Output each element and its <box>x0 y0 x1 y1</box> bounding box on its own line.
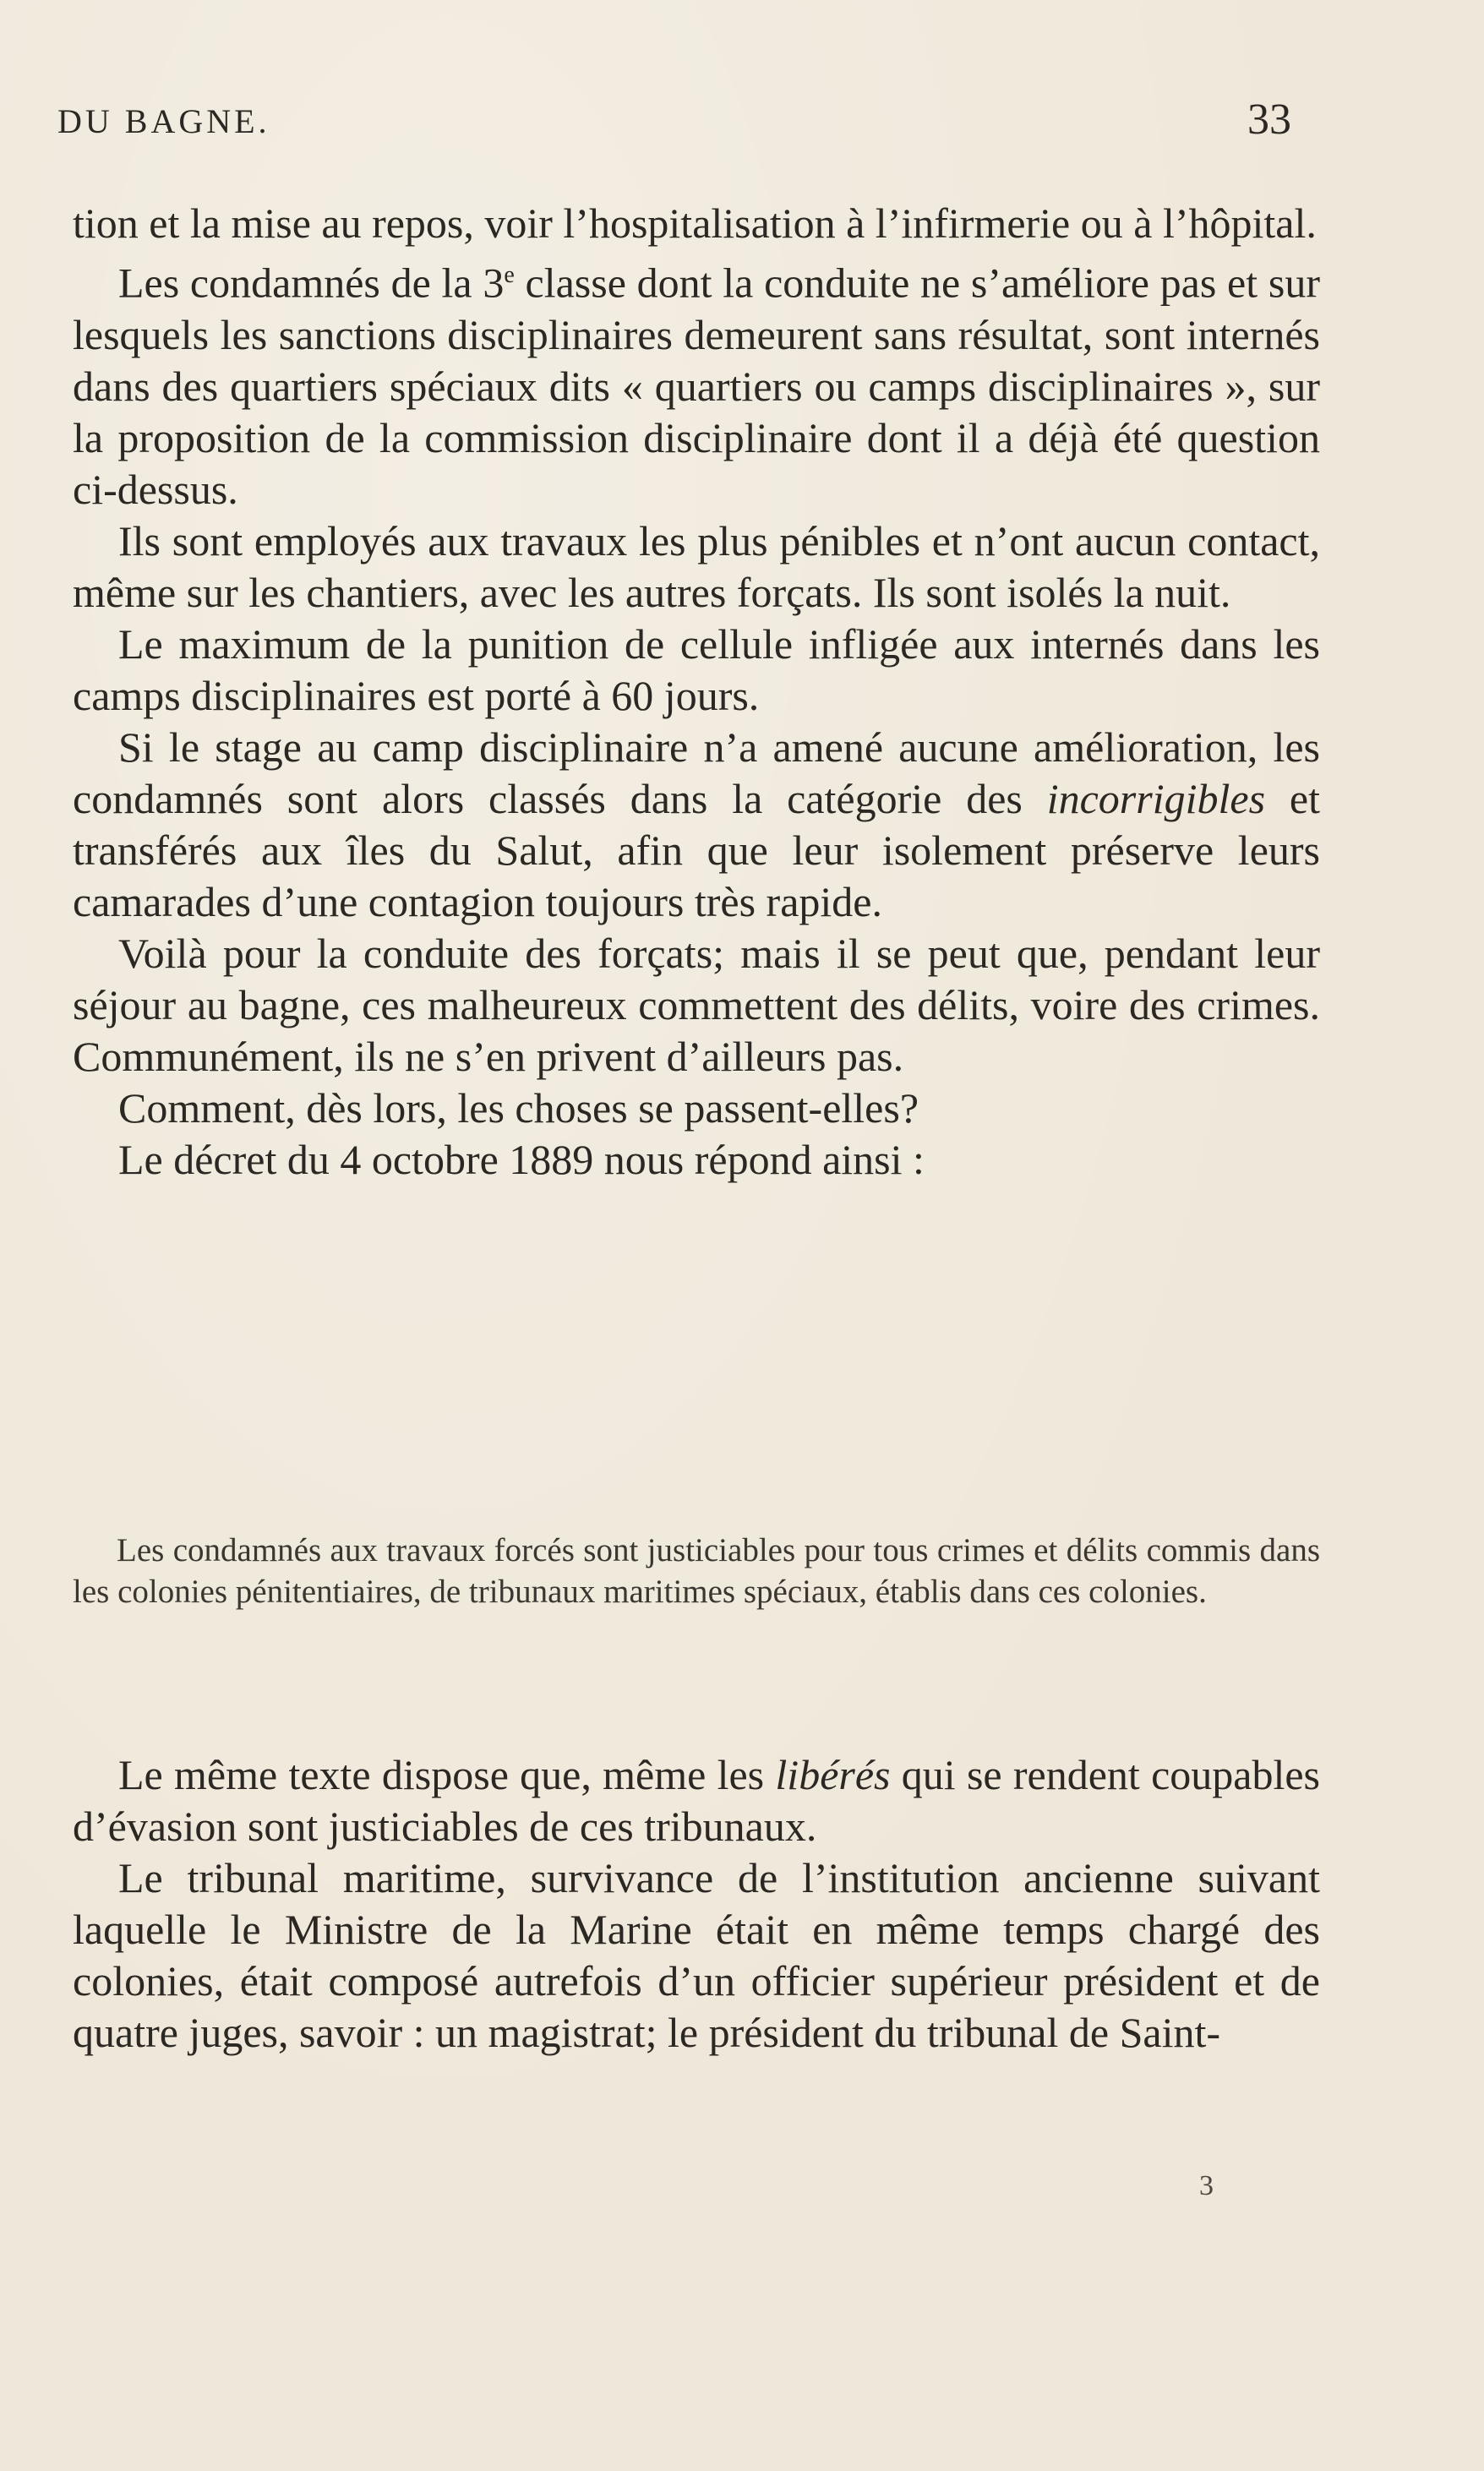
paragraph-3: Ils sont employés aux travaux les plus pénibles et n’ont aucun contact, même sur les chantiers, avec les autres forçats. Ils sont isolés la nuit. <box>73 516 1320 616</box>
paragraph-5: Si le stage au camp disciplinaire n’a amené aucune amélioration, les condamnés sont alors classés dans la catégorie des incorrigibles et transférés aux îles du Salut, afin que leur isolement préserve leurs camarades d’une contagion toujours très rapide. <box>73 723 1320 925</box>
paragraph-1: tion et la mise au repos, voir l’hospitalisation à l’infirmerie ou à l’hôpital. <box>73 199 1317 247</box>
paragraph-8: Le décret du 4 octobre 1889 nous répond ainsi : <box>118 1135 925 1183</box>
italic-liberes: libérés <box>775 1751 891 1798</box>
paragraph-4: Le maximum de la punition de cellule infligée aux internés dans les camps disciplinaires est porté à 60 jours. <box>73 619 1320 719</box>
paragraph-6: Voilà pour la conduite des forçats; mais il se peut que, pendant leur séjour au bagne, ces malheureux commettent des délits, voire des crimes. Communément, ils ne s’en privent d’ailleurs pas. <box>73 929 1320 1080</box>
ordinal-superscript: e <box>504 262 515 288</box>
italic-incorrigibles: incorrigibles <box>1046 774 1266 822</box>
page-number: 33 <box>1247 95 1291 144</box>
main-text-block-2 <box>73 1749 1320 2059</box>
running-head: DU BAGNE. <box>57 102 270 140</box>
paragraph-10: Le tribunal maritime, survivance de l’institution ancienne suivant laquelle le Ministre de la Marine était en même temps chargé des colonies, était composé autrefois d’un officier supérieur président et de quatre juges, savoir : un magistrat; le président du tribunal de Saint- <box>73 1854 1320 2056</box>
main-text-block <box>73 198 1320 1186</box>
paragraph-9: Le même texte dispose que, même les libérés qui se rendent coupables d’évasion sont justiciables de ces tribunaux. <box>73 1751 1320 1850</box>
paragraph-7: Comment, dès lors, les choses se passent-elles? <box>118 1083 919 1132</box>
quotation-text: Les condamnés aux travaux forcés sont justiciables pour tous crimes et délits commis dans les colonies pénitentiaires, de tribunaux maritimes spéciaux, établis dans ces colonies. <box>73 1532 1320 1610</box>
signature-mark: 3 <box>1199 2170 1214 2201</box>
decree-quotation <box>73 1530 1320 1612</box>
paragraph-2: Les condamnés de la 3e classe dont la conduite ne s’améliore pas et sur lesquels les sanctions disciplinaires demeurent sans résultat, sont internés dans des quartiers spéciaux dits « quartiers ou camps disciplinaires », sur la proposition de la commission disciplinaire dont il a déjà été question ci-dessus. <box>73 259 1320 513</box>
